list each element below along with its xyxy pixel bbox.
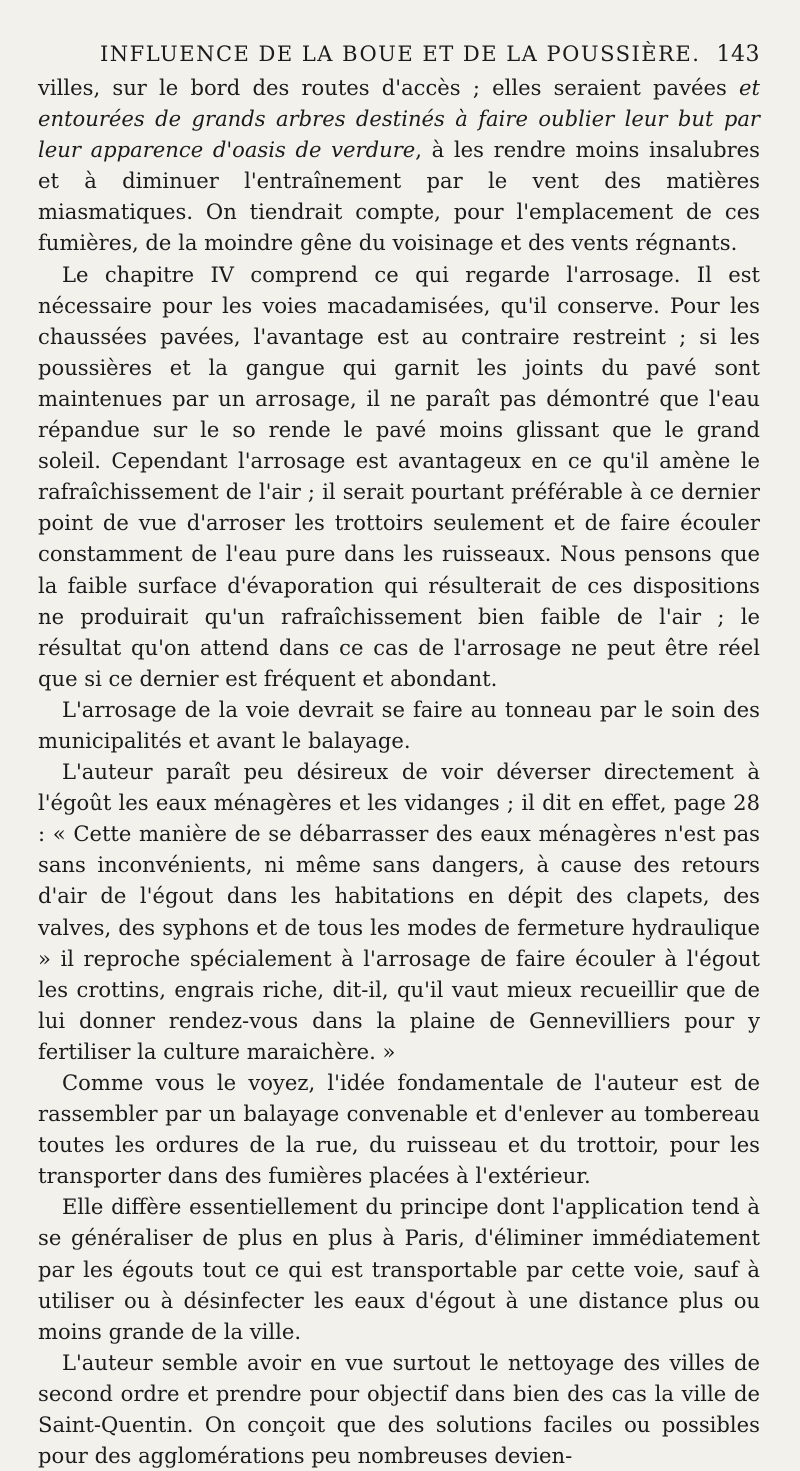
paragraph-text: , à les rendre moins insalubres et à diminuer l'entraînement par le vent des matières miasmatiques. On tiendrait compte, pour l'emplacement de ces fumières, de la moindre gêne du voisinage et des vents régnants. <box>38 137 760 256</box>
italic-text: et entourées de grands arbres destinés à faire oublier leur but par leur apparence d'oasis de verdure <box>38 75 760 163</box>
paragraph <box>38 72 760 259</box>
paragraph-text: villes, sur le bord des routes d'accès ; elles seraient pavées <box>38 75 740 100</box>
running-header <box>100 36 760 72</box>
running-title: INFLUENCE DE LA BOUE ET DE LA POUSSIÈRE. <box>100 42 701 66</box>
body-text <box>38 72 760 1471</box>
page-number: 143 <box>716 42 760 67</box>
paragraph: Elle diffère essentiellement du principe dont l'application tend à se généraliser de plus en plus à Paris, d'éliminer immédiatement par les égouts tout ce qui est transportable par cette voie, sauf à utiliser ou à désinfecter les eaux d'égout à une distance plus ou moins grande de la ville. <box>38 1194 760 1344</box>
paragraph: Comme vous le voyez, l'idée fondamentale de l'auteur est de rassembler par un balayage convenable et d'enlever au tombereau toutes les ordures de la rue, du ruisseau et du trottoir, pour les transporter dans des fumières placées à l'extérieur. <box>38 1070 760 1189</box>
paragraph: L'arrosage de la voie devrait se faire au tonneau par le soin des municipalités et avant le balayage. <box>38 696 760 753</box>
paragraph: L'auteur semble avoir en vue surtout le nettoyage des villes de second ordre et prendre pour objectif dans bien des cas la ville de Saint-Quentin. On conçoit que des solutions faciles ou possibles pour des agglomérations peu nombreuses devien- <box>38 1349 760 1469</box>
paragraph: L'auteur paraît peu désireux de voir déverser directement à l'égoût les eaux ménagères et les vidanges ; il dit en effet, page 28 : « Cette manière de se débarrasser des eaux ménagères n'est pas sans inconvénients, ni même sans dangers, à cause des retours d'air de l'égout dans les habitations en dépit des clapets, des valves, des syphons et de tous les modes de fermeture hydraulique » il reproche spécialement à l'arrosage de faire écouler à l'égout les crottins, engrais riche, dit-il, qu'il vaut mieux recueillir que de lui donner rendez-vous dans la plaine de Gennevilliers pour y fertiliser la culture maraichère. » <box>38 759 760 1064</box>
paragraph: Le chapitre IV comprend ce qui regarde l'arrosage. Il est nécessaire pour les voies macadamisées, qu'il conserve. Pour les chaussées pavées, l'avantage est au contraire restreint ; si les poussières et la gangue qui garnit les joints du pavé sont maintenues par un arrosage, il ne paraît pas démontré que l'eau répandue sur le so rende le pavé moins glissant que le grand soleil. Cependant l'arrosage est avantageux en ce qu'il amène le rafraîchissement de l'air ; il serait pourtant préférable à ce dernier point de vue d'arroser les trottoirs seulement et de faire écouler constamment de l'eau pure dans les ruisseaux. Nous pensons que la faible surface d'évaporation qui résulterait de ces dispositions ne produirait qu'un rafraîchissement bien faible de l'air ; le résultat qu'on attend dans ce cas de l'arrosage ne peut être réel que si ce dernier est fréquent et abondant. <box>38 261 760 691</box>
